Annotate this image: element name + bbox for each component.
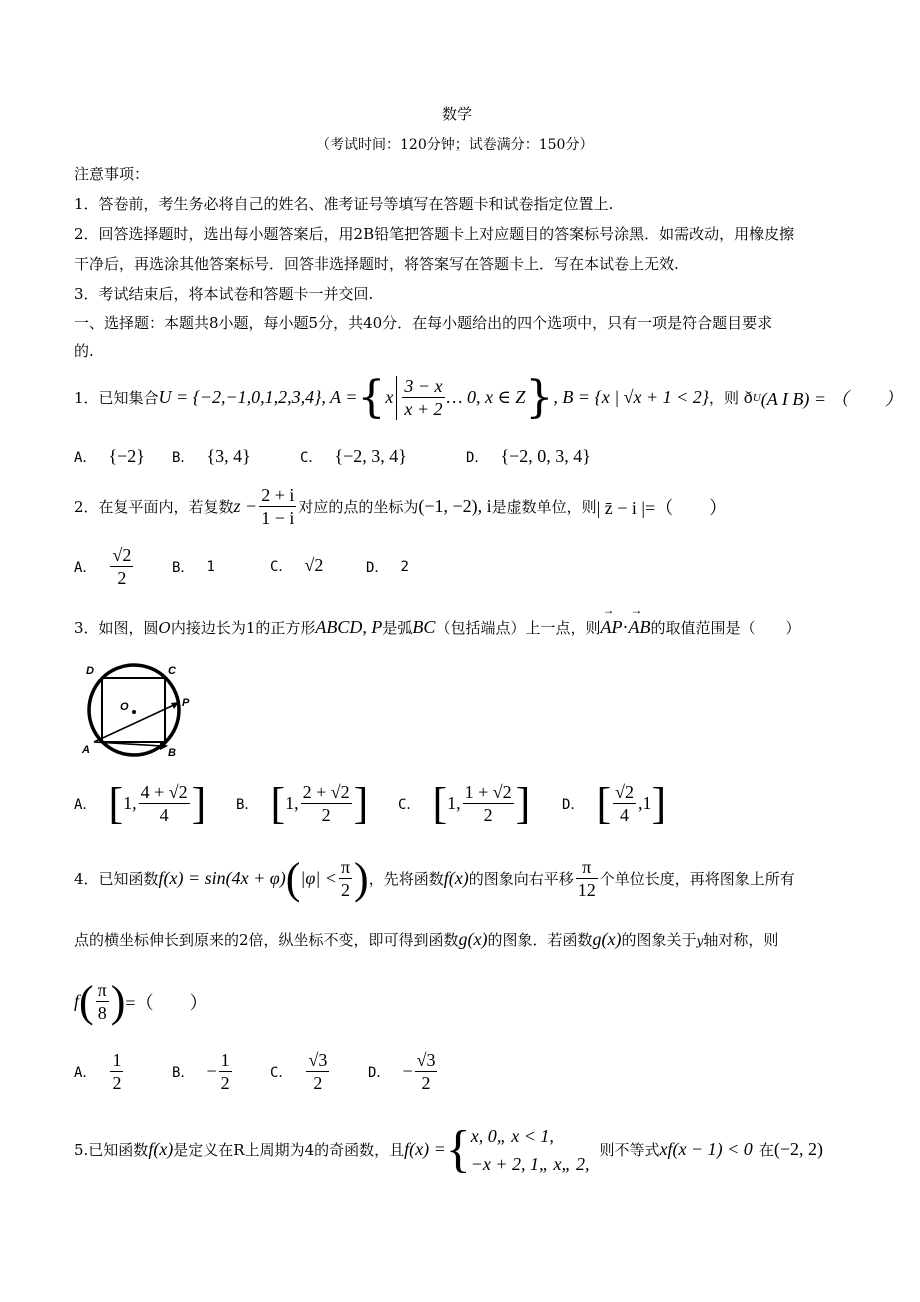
q5-brace: { (445, 1121, 471, 1178)
q1-b-part: , B = {x | √x + 1 < 2} (553, 387, 709, 407)
question-4-line-2 (74, 929, 778, 950)
q3-option-b-bracket-open: [ (270, 779, 286, 828)
q3-label-p: P (182, 697, 190, 709)
q2-option-d-value: 2 (400, 559, 409, 575)
q2-option-a-fraction (110, 544, 133, 589)
q1-brace-open: { (357, 372, 386, 423)
q3-option-c-label: C． (398, 796, 421, 813)
q3-option-a-den: 4 (159, 805, 169, 825)
q4-fx: f(x) (443, 868, 469, 888)
q4-option-b-den: 2 (220, 1073, 230, 1093)
q4-ask-paren-open: ( (79, 977, 94, 1026)
q5-case-2: −x + 2, 1„ x„ 2, (470, 1153, 590, 1174)
q3-option-b-fraction (301, 781, 352, 826)
q4-option-d-sign: − (402, 1061, 413, 1081)
q3-option-b-left: 1, (285, 793, 299, 813)
q3-option-d-den: 4 (620, 805, 630, 825)
q1-x-bar: x (385, 387, 394, 407)
q1-option-c-label: C． (300, 449, 323, 466)
q3-label-c: C (168, 665, 176, 677)
q3-dot: · (622, 617, 629, 637)
q3-option-d-bracket-close: ] (651, 779, 667, 828)
q3-option-b-label: B． (236, 796, 259, 813)
q3-option-b-den: 2 (321, 805, 331, 825)
q2-option-c[interactable] (270, 555, 323, 576)
q2-mid: 对应的点的坐标为 (298, 498, 419, 516)
q3-segment-ap (94, 704, 176, 742)
q4-ask-fraction (96, 979, 109, 1024)
q4-ask-f: f (74, 991, 80, 1011)
q4-mid-2: 的图象向右平移 (468, 870, 574, 888)
q2-z: z − (233, 496, 258, 516)
q1-a-tail: … 0, x ∈ Z (446, 387, 526, 407)
q5-case-1: x, 0„ x < 1, (470, 1125, 554, 1146)
q3-option-c-den: 2 (483, 805, 493, 825)
q4-option-d-num: √3 (416, 1050, 436, 1070)
q4-option-c-num: √3 (308, 1050, 328, 1070)
question-5 (74, 1120, 823, 1179)
q4-gx-2: g(x) (592, 929, 622, 949)
q5-mid-1: 是定义在R上周期为4的奇函数，且 (173, 1141, 405, 1159)
q4-option-a-num: 1 (112, 1050, 122, 1070)
q4-cond: |φ| < (300, 868, 337, 888)
q3-option-d-label: D． (562, 796, 585, 813)
q3-option-a[interactable] (74, 778, 206, 829)
q1-set-u: U = {−2,−1,0,1,2,3,4}, A = (158, 387, 358, 407)
q4-ask-paren-close: ) (110, 977, 126, 1026)
q3-bc: BC (412, 617, 436, 637)
q4-cond-den: 2 (340, 880, 350, 900)
q3-option-a-label: A． (74, 796, 97, 813)
q3-abcd: ABCD, P (315, 617, 383, 637)
q2-option-b-value: 1 (206, 559, 215, 575)
q2-option-d[interactable] (366, 557, 409, 577)
q4-cond-fraction (339, 856, 352, 901)
q2-num: 2 + i (261, 485, 295, 505)
q4-option-d-label: D． (368, 1064, 391, 1081)
q1-option-d[interactable] (466, 446, 591, 467)
q2-option-b-label: B． (172, 560, 195, 576)
q3-option-a-bracket-close: ] (191, 779, 207, 828)
q3-vector-ab: → AB (628, 617, 650, 638)
q1-option-a-label: A． (74, 449, 97, 466)
q3-option-a-left: 1, (123, 793, 137, 813)
q4-option-a-fraction (110, 1049, 123, 1094)
page-title: 数学 (442, 105, 473, 123)
q4-ask-den: 8 (97, 1003, 107, 1023)
question-4 (74, 853, 795, 904)
section-heading: 一、选择题：本题共8小题，每小题5分，共40分．在每小题给出的四个选项中，只有一项是符合题目要求 (74, 314, 773, 332)
q3-option-c-num: 1 + √2 (464, 782, 512, 802)
question-3 (74, 617, 800, 638)
q3-label-o: O (120, 701, 129, 713)
question-1 (74, 372, 903, 423)
q2-option-a-num: √2 (112, 545, 132, 565)
q3-square (102, 678, 165, 742)
q4-option-b-fraction (219, 1049, 232, 1094)
q2-option-a[interactable] (74, 544, 135, 589)
q5-mid-2: 则不等式 (599, 1141, 660, 1159)
q4-option-b-label: B． (172, 1064, 195, 1081)
q2-option-a-label: A． (74, 559, 97, 576)
q4-line2-d: 轴对称，则 (703, 931, 779, 949)
q1-ask-2: (A I B) = （ ） (760, 388, 903, 409)
q4-cond-num: π (340, 857, 351, 877)
q3-option-a-bracket-open: [ (108, 779, 124, 828)
section-heading-cont: 的. (74, 342, 94, 360)
q3-option-b-num: 2 + √2 (302, 782, 350, 802)
q4-shift-fraction (576, 856, 598, 901)
q3-label-b: B (168, 747, 176, 759)
q1-option-b-value: {3, 4} (206, 446, 251, 466)
q2-mid-2: 是虚数单位，则 (491, 498, 597, 516)
q4-ask-num: π (97, 980, 107, 1000)
q2-prefix: 2．在复平面内，若复数 (74, 498, 234, 516)
q1-brace-close: } (525, 372, 554, 423)
q3-option-c-bracket-close: ] (515, 779, 531, 828)
q1-option-b[interactable] (172, 446, 251, 467)
q5-interval: (−2, 2) (773, 1139, 823, 1159)
q3-option-c[interactable] (398, 778, 530, 829)
q4-option-b-sign: − (206, 1061, 217, 1081)
q4-yaxis: y (696, 934, 704, 948)
q3-option-c-bracket-open: [ (432, 779, 448, 828)
q5-prefix: 5.已知函数 (74, 1141, 149, 1159)
notice-heading: 注意事项： (74, 165, 150, 183)
q4-mid-3: 个单位长度，再将图象上所有 (599, 870, 795, 888)
question-4-ask (74, 976, 208, 1027)
q1-option-c[interactable] (300, 446, 407, 467)
q1-a-fraction (402, 375, 444, 420)
q3-o: O (158, 619, 171, 637)
q4-func: f(x) = sin(4x + φ) (158, 868, 286, 888)
q1-prefix: 1．已知集合 (74, 389, 159, 407)
q4-option-a-den: 2 (112, 1073, 122, 1093)
q4-mid-1: ，先将函数 (368, 870, 444, 888)
q2-option-c-label: C． (270, 558, 293, 575)
q4-option-c-den: 2 (313, 1073, 323, 1093)
q4-ask-tail: =（ ） (125, 992, 208, 1013)
q3-option-d[interactable] (562, 778, 666, 829)
q3-option-d-num: √2 (615, 782, 634, 802)
q4-option-a[interactable] (74, 1049, 125, 1094)
q3-label-d: D (86, 665, 94, 677)
q3-center-dot (132, 710, 136, 714)
q1-option-c-value: {−2, 3, 4} (334, 446, 407, 466)
notice-item-2: 2．回答选择题时，选出每小题答案后，用2B铅笔把答题卡上对应题目的答案标号涂黑．如需改动，用橡皮擦 (74, 225, 795, 243)
q4-shift-num: π (576, 856, 598, 879)
q2-ask: | z̄ − i |=（ ） (596, 497, 728, 518)
q3-mid-3: （包括端点）上一点，则 (435, 619, 601, 637)
q1-option-d-value: {−2, 0, 3, 4} (500, 446, 591, 466)
q4-shift-den: 12 (577, 880, 596, 900)
q3-option-d-fraction (613, 781, 636, 826)
q5-cases (471, 1122, 590, 1178)
q4-gx: g(x) (458, 929, 488, 949)
q4-option-c-fraction (306, 1049, 329, 1094)
question-2 (74, 484, 727, 529)
q4-option-d-fraction (415, 1049, 438, 1094)
q3-option-b-bracket-close: ] (353, 779, 369, 828)
q3-figure (76, 660, 206, 760)
q4-option-b-num: 1 (220, 1050, 230, 1070)
q4-line2-b: 的图象．若函数 (487, 931, 593, 949)
q3-option-c-left: 1, (447, 793, 461, 813)
q2-option-b[interactable] (172, 557, 215, 577)
q2-option-d-label: D． (366, 560, 389, 576)
q4-option-a-label: A． (74, 1064, 97, 1081)
q1-option-d-label: D． (466, 449, 489, 466)
q5-ineq: xf(x − 1) < 0 (659, 1139, 753, 1159)
q4-option-d-den: 2 (421, 1073, 431, 1093)
q4-paren-open: ( (285, 854, 301, 903)
q4-paren-close: ) (354, 854, 369, 903)
q5-fx: f(x) (148, 1139, 174, 1159)
q2-coord: (−1, −2), i (418, 496, 492, 516)
q4-option-b[interactable] (172, 1049, 234, 1094)
exam-info: （考试时间：120分钟；试卷满分：150分） (316, 137, 594, 153)
q3-mid-2: 是弧 (382, 619, 413, 637)
q3-option-a-fraction (139, 781, 190, 826)
q2-option-a-den: 2 (117, 568, 127, 588)
q3-option-c-fraction (463, 781, 514, 826)
q4-option-d[interactable] (368, 1049, 439, 1094)
q4-line2-c: 的图象关于 (621, 931, 697, 949)
q3-label-a: A (82, 744, 90, 756)
q3-option-d-bracket-open: [ (596, 779, 612, 828)
q2-option-c-value: √2 (304, 555, 324, 575)
q4-option-c-label: C． (270, 1064, 293, 1081)
q1-u-sub: U (752, 391, 761, 404)
q5-fx-2: f(x) = (404, 1139, 446, 1159)
q1-option-a[interactable] (74, 446, 145, 467)
q3-option-a-num: 4 + √2 (140, 782, 188, 802)
q1-a-den: x + 2 (404, 399, 443, 419)
q4-prefix: 4．已知函数 (74, 870, 159, 888)
notice-item-2-cont: 干净后，再选涂其他答案标号．回答非选择题时，将答案写在答题卡上．写在本试卷上无效. (74, 255, 679, 273)
q3-mid-1: 内接边长为1的正方形 (170, 619, 316, 637)
q1-option-a-value: {−2} (108, 446, 145, 466)
q2-fraction (259, 484, 296, 529)
q4-line2-a: 点的横坐标伸长到原来的2倍，纵坐标不变，即可得到函数 (74, 931, 459, 949)
notice-item-1: 1．答卷前，考生务必将自己的姓名、准考证号等填写在答题卡和试卷指定位置上. (74, 195, 614, 213)
q3-prefix: 3．如图，圆 (74, 619, 159, 637)
q3-option-b[interactable] (236, 778, 368, 829)
q1-ask: ，则 ð (709, 389, 753, 407)
q4-option-c[interactable] (270, 1049, 331, 1094)
q5-mid-3: 在 (758, 1141, 774, 1159)
q3-vector-ap: → AP (600, 617, 622, 638)
q1-a-num: 3 − x (404, 376, 443, 396)
q3-tail: 的取值范围是（ ） (650, 619, 801, 637)
q1-option-b-label: B． (172, 449, 195, 466)
q3-option-d-right: ,1 (637, 793, 652, 813)
notice-item-3: 3．考试结束后，将本试卷和答题卡一并交回. (74, 285, 374, 303)
q2-den: 1 − i (261, 508, 295, 528)
